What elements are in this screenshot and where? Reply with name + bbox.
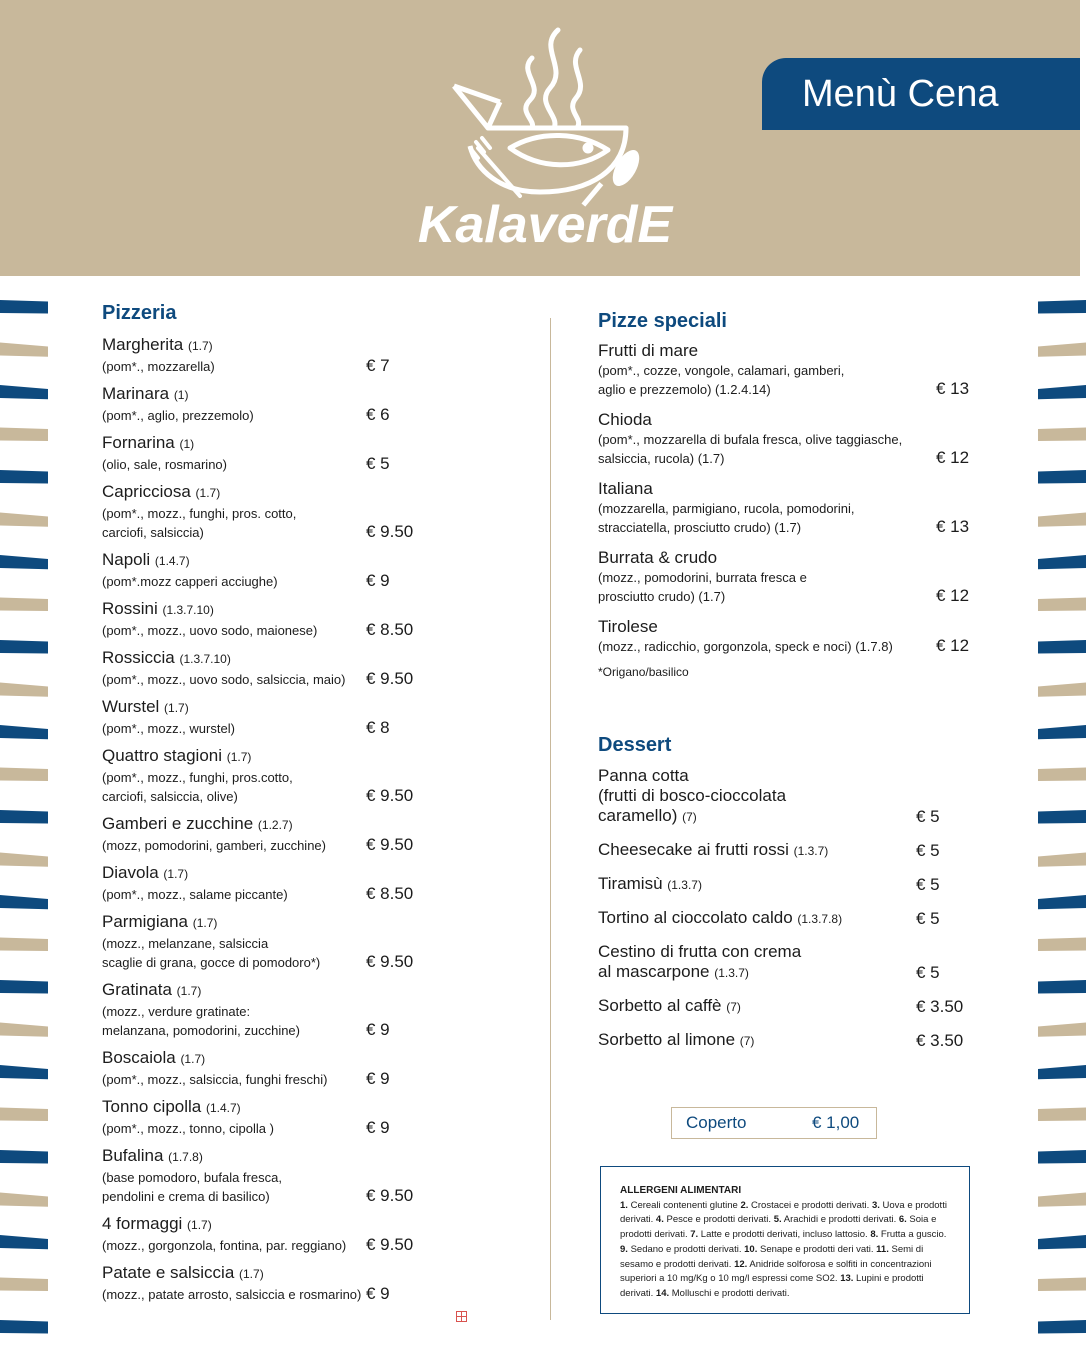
item-description: (mozz., patate arrosto, salsiccia e rosmarino) bbox=[102, 1287, 362, 1302]
dessert-name: Sorbetto al limone (7) bbox=[598, 1030, 755, 1049]
allergen-text: Uova e prodotti derivati. bbox=[620, 1199, 947, 1226]
origano-note: *Origano/basilico bbox=[598, 665, 689, 679]
item-price: € 9.50 bbox=[366, 1186, 414, 1205]
fish-bowl-icon bbox=[454, 86, 626, 192]
item-name: Rossini (1.3.7.10) bbox=[102, 599, 214, 618]
stripe bbox=[0, 1065, 48, 1079]
dessert-item bbox=[598, 996, 978, 1017]
menu-item bbox=[102, 647, 432, 689]
allergen-text: Frutta a guscio. bbox=[878, 1229, 947, 1241]
stripe bbox=[0, 1023, 48, 1037]
item-name: Tirolese bbox=[598, 617, 658, 636]
menu-item bbox=[598, 409, 978, 468]
allergen-number: 10. bbox=[744, 1243, 758, 1255]
stripe bbox=[0, 343, 48, 357]
stripe bbox=[0, 683, 48, 697]
allergen-number: 12. bbox=[734, 1258, 748, 1270]
item-price: € 12 bbox=[936, 636, 970, 655]
dessert-price: € 3.50 bbox=[916, 1031, 964, 1050]
item-description: (mozz., verdure gratinate: bbox=[102, 1004, 251, 1019]
item-description: (pom*., mozz., wurstel) bbox=[102, 721, 235, 736]
item-allergens: (1.7) bbox=[226, 750, 252, 764]
item-price: € 6 bbox=[366, 405, 390, 424]
item-price: € 12 bbox=[936, 586, 970, 605]
menu-item bbox=[102, 598, 432, 640]
item-description: (pom*., mozz., uovo sodo, maionese) bbox=[102, 623, 318, 638]
stripe bbox=[1038, 428, 1086, 441]
menu-item bbox=[598, 478, 978, 537]
allergen-text: Soia e prodotti derivati. bbox=[620, 1214, 937, 1241]
item-name: 4 formaggi (1.7) bbox=[102, 1214, 212, 1233]
left-stripes bbox=[0, 0, 48, 1350]
item-allergens: (1.3.7.10) bbox=[179, 652, 231, 666]
menu-item bbox=[598, 340, 978, 399]
item-description: prosciutto crudo) (1.7) bbox=[598, 589, 726, 604]
stripe bbox=[1038, 513, 1086, 527]
dessert-name: Panna cotta bbox=[598, 766, 689, 785]
item-description: (pom*., mozzarella di bufala fresca, olive taggiasche, bbox=[598, 432, 903, 447]
stripe bbox=[1038, 1065, 1086, 1079]
allergen-text: Molluschi e prodotti derivati. bbox=[669, 1287, 790, 1299]
right-stripes bbox=[1038, 0, 1086, 1350]
allergens-box bbox=[600, 1166, 970, 1314]
allergen-text: Senape e prodotti deri vati. bbox=[757, 1243, 877, 1255]
menu-item bbox=[102, 979, 432, 1040]
dessert-price: € 3.50 bbox=[916, 997, 964, 1016]
pizzeria-column bbox=[102, 300, 432, 1304]
brand-wordmark: KalaverdE bbox=[417, 196, 673, 254]
dessert-name: (frutti di bosco-cioccolata bbox=[598, 786, 787, 805]
allergen-number: 7. bbox=[690, 1229, 699, 1241]
stripe bbox=[1038, 853, 1086, 867]
allergen-number: 8. bbox=[870, 1229, 879, 1241]
stripe bbox=[0, 938, 48, 951]
dessert-item bbox=[598, 840, 978, 861]
item-name: Rossiccia (1.3.7.10) bbox=[102, 648, 231, 667]
coperto-price: € 1,00 bbox=[812, 1113, 860, 1132]
item-allergens: (1.7) bbox=[187, 1218, 212, 1232]
stripe bbox=[0, 300, 48, 313]
item-description: (pom*.mozz capperi acciughe) bbox=[102, 574, 278, 589]
item-description: stracciatella, prosciutto crudo) (1.7) bbox=[598, 520, 802, 535]
item-allergens: (1.4.7) bbox=[205, 1101, 241, 1115]
stripe bbox=[1038, 1235, 1086, 1249]
stripe bbox=[1038, 980, 1086, 993]
menu-item bbox=[102, 813, 432, 855]
item-allergens: (1.7) bbox=[164, 701, 189, 715]
dessert-item bbox=[598, 766, 978, 827]
item-name: Patate e salsiccia (1.7) bbox=[102, 1263, 264, 1282]
menu-item bbox=[102, 911, 432, 972]
item-description: carciofi, salsiccia) bbox=[102, 525, 204, 540]
item-description: pendolini e crema di basilico) bbox=[102, 1189, 270, 1204]
stripe bbox=[1038, 1320, 1086, 1333]
allergen-text: Lupini e prodotti derivati. bbox=[620, 1273, 924, 1299]
stripe bbox=[1038, 938, 1086, 951]
stripe bbox=[1038, 470, 1086, 483]
stripe bbox=[1038, 725, 1086, 739]
stripe bbox=[0, 1278, 48, 1291]
allergen-number: 14. bbox=[655, 1287, 670, 1299]
item-price: € 8.50 bbox=[366, 884, 414, 903]
steam-icon bbox=[526, 30, 581, 128]
item-description: (pom*., aglio, prezzemolo) bbox=[102, 408, 254, 423]
stripe bbox=[0, 1320, 48, 1333]
item-price: € 9 bbox=[366, 1284, 390, 1303]
menu-item bbox=[102, 334, 432, 376]
item-price: € 13 bbox=[936, 517, 970, 536]
menu-item bbox=[102, 1262, 432, 1304]
dessert-name: Tiramisù (1.3.7) bbox=[598, 874, 702, 893]
menu-item bbox=[102, 745, 432, 806]
dessert-name: Cestino di frutta con crema bbox=[598, 942, 802, 961]
item-allergens: (1.3.7) bbox=[793, 844, 829, 858]
menu-item bbox=[102, 432, 432, 474]
item-name: Wurstel (1.7) bbox=[102, 697, 189, 716]
item-name: Tonno cipolla (1.4.7) bbox=[102, 1097, 241, 1116]
allergen-text: Sedano e prodotti derivati. bbox=[627, 1243, 745, 1255]
stripe bbox=[1038, 1108, 1086, 1121]
item-allergens: (1.4.7) bbox=[154, 554, 190, 568]
dessert-item bbox=[598, 1030, 978, 1051]
item-description: (pom*., mozz., funghi, pros.cotto, bbox=[102, 770, 293, 785]
dessert-price: € 5 bbox=[916, 909, 940, 928]
menu-item bbox=[598, 547, 978, 606]
item-price: € 9.50 bbox=[366, 952, 414, 971]
crop-mark-icon bbox=[456, 1311, 467, 1322]
menu-item bbox=[102, 481, 432, 542]
item-description: (mozz., melanzane, salsiccia bbox=[102, 936, 269, 951]
item-description: (pom*., mozz., salame piccante) bbox=[102, 887, 288, 902]
allergen-number: 6. bbox=[898, 1214, 907, 1226]
item-allergens: (1.3.7) bbox=[714, 966, 749, 980]
stripe bbox=[1038, 555, 1086, 569]
menu-item bbox=[102, 696, 432, 738]
stripe bbox=[0, 725, 48, 739]
item-price: € 7 bbox=[366, 356, 390, 375]
item-description: (pom*., mozz., tonno, cipolla ) bbox=[102, 1121, 274, 1136]
item-price: € 9.50 bbox=[366, 1235, 414, 1254]
item-name: Margherita (1.7) bbox=[102, 335, 213, 354]
dessert-price: € 5 bbox=[916, 963, 940, 982]
item-allergens: (7) bbox=[726, 1000, 741, 1014]
allergen-text: Anidride solforosa e solfiti in concentrazioni superiori a 10 mg/Kg o 10 mg/l espressi come SO2. bbox=[620, 1258, 932, 1285]
menu-item bbox=[102, 383, 432, 425]
allergen-text: Cereali contenenti glutine bbox=[627, 1199, 741, 1211]
allergen-number: 1. bbox=[620, 1199, 628, 1211]
item-price: € 9.50 bbox=[366, 835, 414, 854]
item-description: (pom*., mozz., funghi, pros. cotto, bbox=[102, 506, 297, 521]
menu-item bbox=[102, 1145, 432, 1206]
item-price: € 8.50 bbox=[366, 620, 414, 639]
item-description: (mozz., pomodorini, burrata fresca e bbox=[598, 570, 807, 585]
section-title-pizze-speciali: Pizze speciali bbox=[598, 310, 727, 332]
item-name: Fornarina (1) bbox=[102, 433, 195, 452]
stripe bbox=[1038, 385, 1086, 399]
stripe bbox=[1038, 300, 1086, 313]
item-allergens: (7) bbox=[682, 810, 697, 824]
item-description: (pom*., mozz., salsiccia, funghi freschi) bbox=[102, 1072, 328, 1087]
dessert-name: Sorbetto al caffè (7) bbox=[598, 996, 741, 1015]
stripe bbox=[0, 470, 48, 483]
stripe bbox=[1038, 683, 1086, 697]
item-allergens: (1.7) bbox=[187, 339, 213, 353]
item-allergens: (1.7) bbox=[192, 916, 218, 930]
allergen-number: 3. bbox=[871, 1199, 880, 1211]
item-price: € 9.50 bbox=[366, 522, 414, 541]
item-description: (mozzarella, parmigiano, rucola, pomodorini, bbox=[598, 501, 855, 516]
stripe bbox=[0, 980, 48, 993]
item-price: € 8 bbox=[366, 718, 390, 737]
item-description: (mozz., radicchio, gorgonzola, speck e noci) (1.7.8) bbox=[598, 639, 893, 654]
item-allergens: (1.7) bbox=[180, 1052, 206, 1066]
item-description: scaglie di grana, gocce di pomodoro*) bbox=[102, 955, 321, 970]
allergen-text: Semi di sesamo e prodotti derivati. bbox=[620, 1243, 924, 1270]
menu-title: Menù Cena bbox=[762, 58, 1080, 130]
stripe bbox=[0, 428, 48, 441]
stripe bbox=[0, 555, 48, 569]
item-name: Marinara (1) bbox=[102, 384, 189, 403]
item-name: Diavola (1.7) bbox=[102, 863, 189, 882]
item-allergens: (1.3.7.8) bbox=[797, 912, 843, 926]
stripe bbox=[0, 1235, 48, 1249]
menu-item bbox=[102, 1096, 432, 1138]
allergen-text: Pesce e prodotti derivati. bbox=[663, 1214, 774, 1226]
item-description: aglio e prezzemolo) (1.2.4.14) bbox=[598, 382, 771, 397]
item-name: Capricciosa (1.7) bbox=[102, 482, 221, 501]
item-name: Gratinata (1.7) bbox=[102, 980, 202, 999]
item-price: € 9 bbox=[366, 1118, 390, 1137]
dessert-name: caramello) (7) bbox=[598, 806, 697, 825]
item-name: Parmigiana (1.7) bbox=[102, 912, 218, 931]
stripe bbox=[1038, 810, 1086, 823]
item-name: Napoli (1.4.7) bbox=[102, 550, 190, 569]
allergen-number: 5. bbox=[773, 1214, 782, 1226]
column-divider bbox=[550, 318, 551, 1320]
item-description: (olio, sale, rosmarino) bbox=[102, 457, 227, 472]
stripe bbox=[0, 513, 48, 527]
item-name: Frutti di mare bbox=[598, 341, 699, 360]
item-allergens: (1.3.7.10) bbox=[162, 603, 214, 617]
dessert-name: al mascarpone (1.3.7) bbox=[598, 962, 749, 981]
right-column bbox=[598, 308, 978, 1051]
item-description: (base pomodoro, bufala fresca, bbox=[102, 1170, 282, 1185]
item-name: Quattro stagioni (1.7) bbox=[102, 746, 252, 765]
stripe bbox=[0, 640, 48, 653]
item-name: Italiana bbox=[598, 479, 653, 498]
allergen-number: 9. bbox=[620, 1243, 628, 1255]
menu-item bbox=[102, 1213, 432, 1255]
stripe bbox=[0, 1150, 48, 1163]
stripe bbox=[0, 895, 48, 909]
menu-item bbox=[102, 549, 432, 591]
allergens-title: ALLERGENI ALIMENTARI bbox=[620, 1185, 742, 1196]
item-allergens: (7) bbox=[739, 1034, 755, 1048]
stripe bbox=[1038, 1278, 1086, 1291]
stripe bbox=[1038, 598, 1086, 611]
stripe bbox=[0, 1193, 48, 1207]
item-description: melanzana, pomodorini, zucchine) bbox=[102, 1023, 300, 1038]
section-title-pizzeria: Pizzeria bbox=[102, 302, 177, 324]
stripe bbox=[1038, 343, 1086, 357]
stripe bbox=[0, 598, 48, 611]
coperto-label: Coperto bbox=[686, 1113, 747, 1132]
stripe bbox=[0, 853, 48, 867]
item-allergens: (1) bbox=[173, 388, 189, 402]
dessert-item bbox=[598, 942, 978, 983]
item-description: carciofi, salsiccia, olive) bbox=[102, 789, 238, 804]
item-allergens: (1) bbox=[179, 437, 195, 451]
item-allergens: (1.3.7) bbox=[667, 878, 702, 892]
menu-item bbox=[102, 1047, 432, 1089]
stripe bbox=[1038, 768, 1086, 781]
allergen-text: Latte e prodotti derivati, incluso lattosio. bbox=[698, 1229, 871, 1241]
item-price: € 9 bbox=[366, 1069, 390, 1088]
dessert-price: € 5 bbox=[916, 841, 940, 860]
item-price: € 12 bbox=[936, 448, 970, 467]
stripe bbox=[0, 1108, 48, 1121]
stripe bbox=[1038, 895, 1086, 909]
item-allergens: (1.7) bbox=[239, 1267, 264, 1281]
item-allergens: (1.7) bbox=[163, 867, 189, 881]
item-name: Burrata & crudo bbox=[598, 548, 718, 567]
item-name: Boscaiola (1.7) bbox=[102, 1048, 206, 1067]
item-description: (pom*., mozzarella) bbox=[102, 359, 215, 374]
item-name: Bufalina (1.7.8) bbox=[102, 1146, 203, 1165]
dessert-name: Tortino al cioccolato caldo (1.3.7.8) bbox=[598, 908, 843, 927]
allergen-number: 13. bbox=[840, 1273, 854, 1285]
stripe bbox=[0, 768, 48, 781]
item-allergens: (1.2.7) bbox=[257, 818, 293, 832]
header-banner bbox=[0, 0, 1080, 276]
item-price: € 9 bbox=[366, 571, 390, 590]
item-price: € 9.50 bbox=[366, 669, 414, 688]
item-description: (pom*., cozze, vongole, calamari, gamberi, bbox=[598, 363, 845, 378]
stripe bbox=[1038, 1023, 1086, 1037]
allergen-number: 11. bbox=[876, 1243, 889, 1255]
dessert-name: Cheesecake ai frutti rossi (1.3.7) bbox=[598, 840, 829, 859]
dessert-item bbox=[598, 908, 978, 929]
item-allergens: (1.7) bbox=[176, 984, 202, 998]
item-description: salsiccia, rucola) (1.7) bbox=[598, 451, 725, 466]
stripe bbox=[1038, 1150, 1086, 1163]
dessert-price: € 5 bbox=[916, 875, 940, 894]
item-allergens: (1.7) bbox=[195, 486, 221, 500]
item-name: Chioda bbox=[598, 410, 652, 429]
allergen-number: 2. bbox=[740, 1199, 749, 1211]
item-price: € 5 bbox=[366, 454, 390, 473]
stripe bbox=[1038, 640, 1086, 653]
allergens-list bbox=[620, 1199, 955, 1302]
stripe bbox=[0, 810, 48, 823]
stripe bbox=[0, 385, 48, 399]
menu-item bbox=[102, 862, 432, 904]
section-title-dessert: Dessert bbox=[598, 734, 672, 756]
coperto-box bbox=[671, 1107, 877, 1139]
item-allergens: (1.7.8) bbox=[168, 1150, 203, 1164]
allergen-number: 4. bbox=[655, 1214, 664, 1226]
kalaverde-logo bbox=[417, 20, 673, 255]
item-name: Gamberi e zucchine (1.2.7) bbox=[102, 814, 293, 833]
menu-item bbox=[598, 616, 978, 656]
allergen-text: Crostacei e prodotti derivati. bbox=[748, 1199, 872, 1211]
item-description: (mozz., gorgonzola, fontina, par. reggiano) bbox=[102, 1238, 347, 1253]
item-price: € 9.50 bbox=[366, 786, 414, 805]
allergen-text: Arachidi e prodotti derivati. bbox=[781, 1214, 899, 1226]
dessert-price: € 5 bbox=[916, 807, 940, 826]
dessert-item bbox=[598, 874, 978, 895]
item-description: (mozz, pomodorini, gamberi, zucchine) bbox=[102, 838, 326, 853]
item-price: € 13 bbox=[936, 379, 970, 398]
item-price: € 9 bbox=[366, 1020, 390, 1039]
item-description: (pom*., mozz., uovo sodo, salsiccia, maio) bbox=[102, 672, 346, 687]
stripe bbox=[1038, 1193, 1086, 1207]
